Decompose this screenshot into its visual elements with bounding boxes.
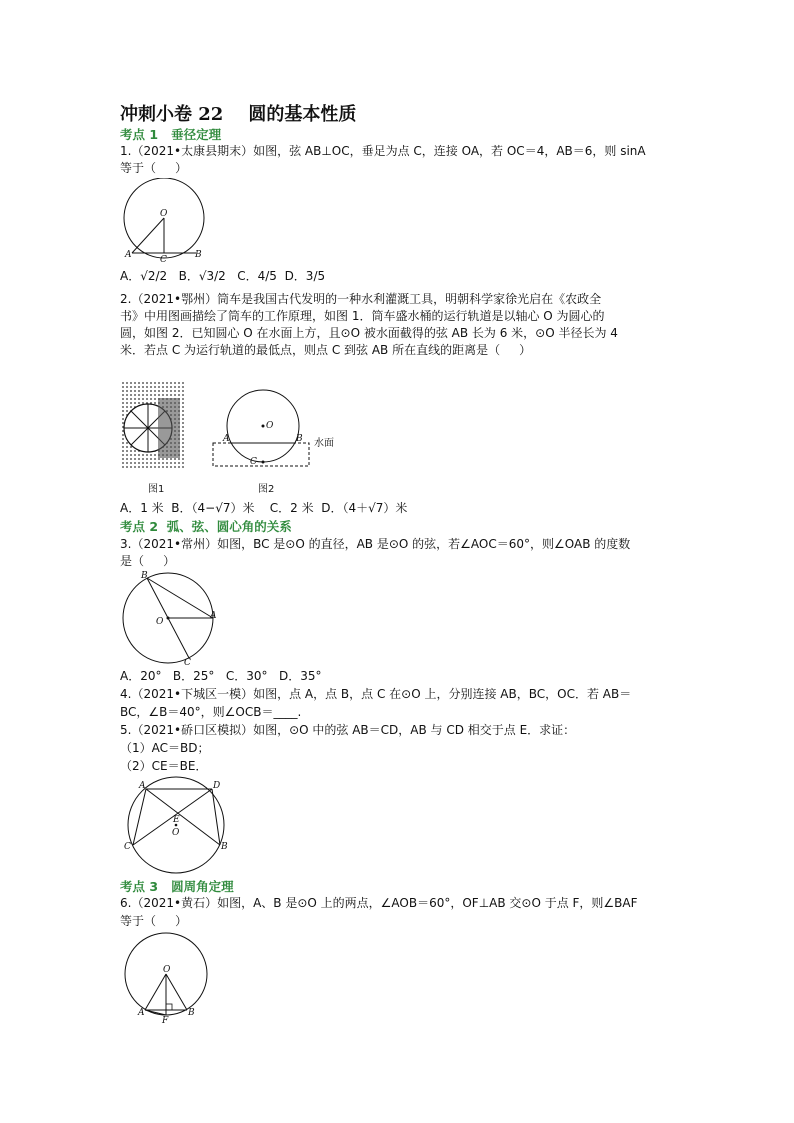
- q2-circle-figure: [208, 388, 348, 496]
- q3-label-b: B: [141, 571, 148, 581]
- section-heading-3: 考点 3 圆周角定理: [120, 879, 234, 894]
- fig2-caption: 图2: [258, 484, 275, 495]
- q2-line-1: 2.（2021•鄂州）筒车是我国古代发明的一种水利灌溉工具，明朝科学家徐光启在《农政全: [120, 292, 602, 306]
- waterwheel-illustration: [118, 378, 190, 496]
- q6-circle-figure: [118, 932, 214, 1024]
- q1-label-a: A: [125, 250, 132, 260]
- section-heading-1: 考点 1 垂径定理: [120, 127, 222, 142]
- q1-line-2: 等于（ ）: [120, 161, 188, 175]
- q2-label-a: A: [223, 434, 230, 444]
- q3-circle-figure: [118, 570, 224, 666]
- q4-line-1: 4.（2021•下城区一模）如图，点 A，点 B，点 C 在⊙O 上，分别连接 AB，BC，OC．若 AB＝: [120, 687, 632, 701]
- q2-line-4: 米．若点 C 为运行轨道的最低点，则点 C 到弦 AB 所在直线的距离是（ ）: [120, 343, 532, 357]
- q1-label-o: O: [160, 209, 168, 219]
- q5-circle-figure: [118, 775, 236, 877]
- q1-label-b: B: [195, 250, 202, 260]
- q5-label-e: E: [173, 815, 180, 825]
- q6-label-b: B: [188, 1008, 195, 1018]
- q1-options: A．√2/2 B．√3/2 C．4/5 D．3/5: [120, 269, 326, 283]
- q2-label-o: O: [266, 421, 274, 431]
- q5-line-3: （2）CE＝BE．: [120, 759, 208, 773]
- q2-line-3: 圆，如图 2．已知圆心 O 在水面上方，且⊙O 被水面截得的弦 AB 长为 6 米，⊙O 半径长为 4: [120, 326, 618, 340]
- q6-label-a: A: [138, 1008, 145, 1018]
- q2-label-b: B: [296, 434, 303, 444]
- q6-label-f: F: [162, 1016, 169, 1024]
- q1-circle-figure: [118, 178, 210, 264]
- q5-line-1: 5.（2021•硚口区模拟）如图，⊙O 中的弦 AB＝CD，AB 与 CD 相交于点 E．求证：: [120, 723, 576, 737]
- q3-options: A．20° B．25° C．30° D．35°: [120, 669, 322, 683]
- q6-label-o: O: [163, 965, 171, 975]
- q3-line-1: 3.（2021•常州）如图，BC 是⊙O 的直径，AB 是⊙O 的弦，若∠AOC＝60°，则∠OAB 的度数: [120, 537, 631, 551]
- water-surface-label: 水面: [314, 438, 334, 449]
- q5-label-o: O: [172, 828, 180, 838]
- q3-label-a: A: [210, 611, 217, 621]
- q5-label-b: B: [221, 842, 228, 852]
- q6-line-2: 等于（ ）: [120, 914, 188, 928]
- q5-label-d: D: [213, 781, 221, 791]
- q3-label-c: C: [184, 658, 191, 666]
- q3-label-o: O: [156, 617, 164, 627]
- q1-line-1: 1.（2021•太康县期末）如图，弦 AB⊥OC，垂足为点 C，连接 OA，若 OC＝4，AB＝6，则 sinA: [120, 144, 646, 158]
- q4-line-2: BC，∠B＝40°，则∠OCB＝____.: [120, 705, 302, 719]
- q5-line-2: （1）AC＝BD；: [120, 741, 210, 755]
- q2-options: A．1 米 B．（4−√7）米 C．2 米 D．（4＋√7）米: [120, 501, 408, 515]
- q5-label-c: C: [124, 842, 131, 852]
- q1-label-c: C: [160, 255, 167, 264]
- q3-line-2: 是（ ）: [120, 554, 176, 568]
- fig1-caption: 图1: [148, 484, 165, 495]
- q6-line-1: 6.（2021•黄石）如图，A、B 是⊙O 上的两点，∠AOB＝60°，OF⊥AB 交⊙O 于点 F，则∠BAF: [120, 896, 638, 910]
- q5-label-a: A: [139, 781, 146, 791]
- q2-line-2: 书》中用图画描绘了筒车的工作原理，如图 1．筒车盛水桶的运行轨道是以轴心 O 为圆心的: [120, 309, 605, 323]
- section-heading-2: 考点 2 弧、弦、圆心角的关系: [120, 519, 292, 534]
- page-title: 冲刺小卷 22 圆的基本性质: [120, 104, 357, 125]
- q2-label-c: C: [250, 457, 257, 467]
